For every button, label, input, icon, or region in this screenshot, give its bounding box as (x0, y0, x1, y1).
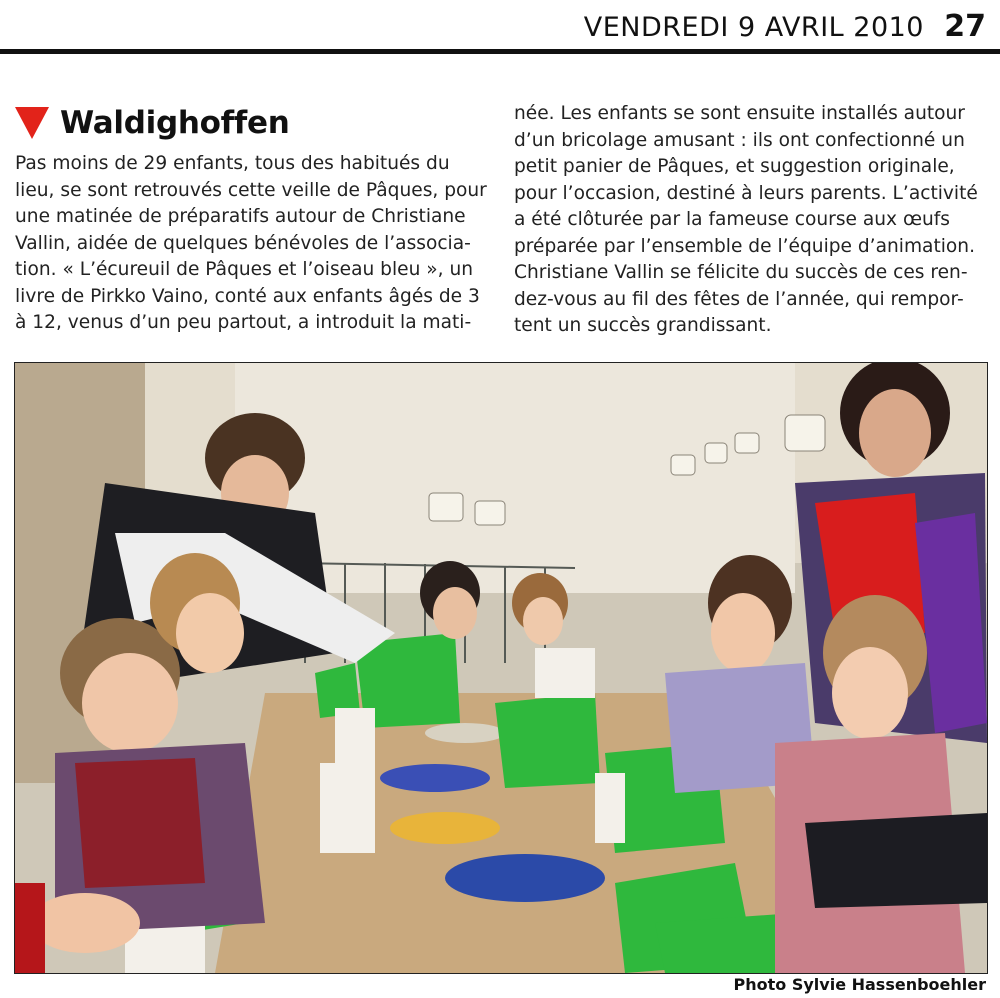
text-line: lieu, se sont retrouvés cette veille de Pâques, pour (15, 179, 487, 201)
text-line: livre de Pirkko Vaino, conté aux enfants âgés de 3 (15, 285, 480, 307)
article-photo (14, 362, 988, 974)
text-line: à 12, venus d’un peu partout, a introduit la mati- (15, 312, 472, 333)
issue-date: VENDREDI 9 AVRIL 2010 (583, 12, 924, 43)
article-headline (14, 103, 289, 143)
article-column-right (514, 101, 984, 340)
page-header (0, 0, 1000, 52)
text-line: petit panier de Pâques, et suggestion originale, (514, 156, 955, 177)
text-line: Pas moins de 29 enfants, tous des habitués du (15, 153, 450, 174)
headline-text: Waldighoffen (60, 105, 290, 141)
photo-credit: Photo Sylvie Hassenboehler (733, 975, 986, 994)
text-line: Vallin, aidée de quelques bénévoles de l’associa- (15, 232, 471, 254)
text-line: préparée par l’ensemble de l’équipe d’animation. (514, 235, 975, 257)
header-rule (0, 49, 1000, 54)
page-number: 27 (944, 9, 986, 44)
text-line: tent un succès grandissant. (514, 315, 772, 336)
text-line: Christiane Vallin se félicite du succès de ces ren- (514, 262, 968, 283)
text-line: une matinée de préparatifs autour de Christiane (15, 206, 466, 227)
photo-illustration (15, 363, 987, 973)
text-line: née. Les enfants se sont ensuite installés autour (514, 103, 965, 124)
text-line: dez-vous au fil des fêtes de l’année, qui rempor- (514, 288, 964, 310)
text-line: pour l’occasion, destiné à leurs parents. L’activité (514, 182, 978, 204)
text-line: a été clôturée par la fameuse course aux œufs (514, 209, 950, 230)
text-line: d’un bricolage amusant : ils ont confectionné un (514, 129, 965, 151)
text-line: tion. « L’écureuil de Pâques et l’oiseau bleu », un (15, 259, 474, 280)
red-down-triangle-icon (14, 105, 50, 141)
article-column-left (15, 151, 490, 337)
